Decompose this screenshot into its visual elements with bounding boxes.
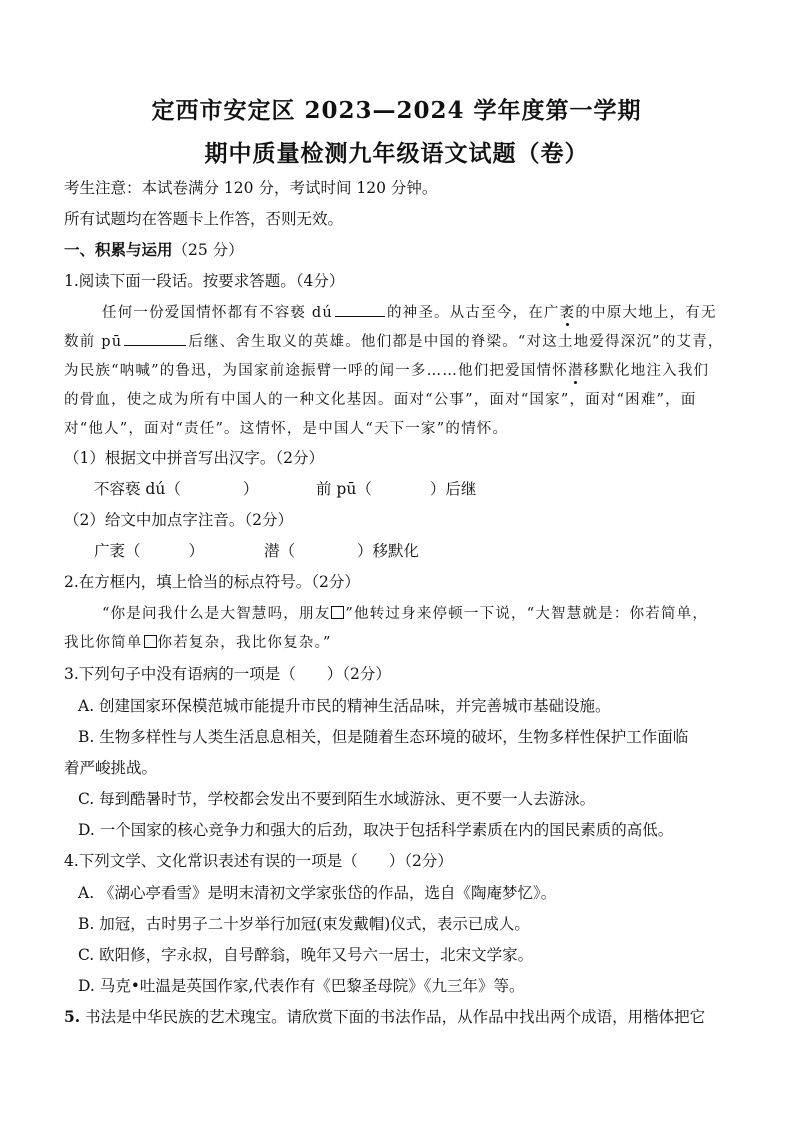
passage-line-2 — [64, 330, 724, 351]
notice-score-time: 考生注意：本试卷满分 120 分，考试时间 120 分钟。 — [64, 179, 438, 197]
punctuation-box — [144, 635, 157, 648]
answer-blank — [335, 302, 385, 317]
question-3-option-a: A. 创建国家环保模范城市能提升市民的精神生活品味，并完善城市基础设施。 — [78, 697, 611, 715]
blank-label: 潜（ — [264, 542, 296, 560]
passage-line-3 — [64, 359, 709, 380]
passage-text: 移默化地注入我们 — [583, 363, 710, 379]
question-4-option-c: C. 欧阳修，字永叔，自号醉翁，晚年又号六一居士，北宋文学家。 — [78, 946, 534, 964]
question-2-line-1 — [102, 602, 708, 623]
quote-text: 你若复杂，我比你复杂。” — [157, 635, 332, 651]
passage-line-4: 的骨血，使之成为所有中国人的一种文化基因。面对“公事”，面对“国家”，面对“困难”，面 — [64, 392, 697, 408]
blank-label: 前 pū（ — [316, 480, 372, 498]
passage-text: 数前 pū — [64, 334, 123, 350]
notice-answer-sheet: 所有试题均在答题卡上作答，否则无效。 — [64, 210, 344, 228]
question-5-text: 书法是中华民族的艺术瑰宝。请欣赏下面的书法作品，从作品中找出两个成语，用楷体把它 — [85, 1008, 706, 1026]
question-3-option-b-cont: 着严峻挑战。 — [64, 759, 158, 777]
passage-line-5: 对“他人”，面对“责任”。这情怀，是中国人“天下一家”的情怀。 — [64, 421, 509, 437]
question-2-stem: 2.在方框内，填上恰当的标点符号。（2分） — [64, 573, 360, 591]
question-3-option-b: B. 生物多样性与人类生活息息相关，但是随着生态环境的破坏，生物多样性保护工作面临 — [78, 728, 689, 746]
question-4-option-b: B. 加冠，古时男子二十岁举行加冠(束发戴帽)仪式，表示已成人。 — [78, 915, 530, 933]
exam-title-line2: 期中质量检测九年级语文试题（卷） — [204, 140, 589, 167]
passage-line-1 — [102, 301, 717, 322]
question-3-option-d: D. 一个国家的核心竞争力和强大的后劲，取决于包括科学素质在内的国民素质的高低。 — [78, 821, 674, 839]
blank-close: ） — [242, 480, 259, 498]
subquestion-1-2-blank-a — [94, 539, 204, 561]
blank-close: ）移默化 — [357, 542, 420, 560]
question-4-stem: 4.下列文学、文化常识表述有误的一项是（ ）（2分） — [64, 852, 453, 870]
blank-close: ）后继 — [429, 480, 477, 498]
blank-label: 广袤（ — [94, 542, 141, 560]
passage-text: 的神圣。从古至今，在广 — [386, 305, 560, 321]
passage-text: 任何一份爱国情怀都有不容亵 dú — [102, 305, 333, 321]
section-heading — [64, 238, 244, 260]
passage-text: 后继、舍生取义的英雄。他们都是中国的脊梁。“对这土地爱得深沉”的艾青， — [188, 334, 724, 350]
exam-title-line1: 定西市安定区 2023—2024 学年度第一学期 — [151, 97, 642, 124]
emphasis-dot-char: 袤 — [559, 305, 576, 321]
question-4-option-d: D. 马克•吐温是英国作家,代表作有《巴黎圣母院》《九三年》等。 — [78, 977, 525, 995]
blank-close: ） — [188, 542, 205, 560]
question-1-stem: 1.阅读下面一段话。按要求答题。（4分） — [64, 272, 345, 290]
question-5-stem — [64, 1005, 705, 1027]
passage-text: 的中原大地上，有无 — [575, 305, 717, 321]
quote-text: “你是问我什么是大智慧吗，朋友 — [102, 606, 331, 622]
quote-text: ”他转过身来停顿一下说，“大智慧就是：你若简单， — [345, 606, 709, 622]
subquestion-1-1-blank-b — [316, 477, 476, 499]
question-4-option-a: A. 《湖心亭看雪》是明末清初文学家张岱的作品，选自《陶庵梦忆》。 — [78, 884, 557, 902]
section-title: 一、积累与运用 — [64, 240, 173, 259]
blank-label: 不容亵 dú（ — [94, 480, 181, 498]
quote-text: 我比你简单 — [64, 635, 143, 651]
emphasis-dot-char: 潜 — [567, 363, 584, 379]
subquestion-1-2-stem: （2）给文中加点字注音。（2分） — [64, 511, 293, 529]
subquestion-1-2-blank-b — [264, 539, 419, 561]
answer-blank — [124, 331, 186, 346]
section-score: （25 分） — [172, 241, 244, 259]
subquestion-1-1-blank-a — [94, 477, 258, 499]
question-2-line-2 — [64, 631, 332, 652]
subquestion-1-1-stem: （1）根据文中拼音写出汉字。（2分） — [64, 449, 324, 467]
question-3-stem: 3.下列句子中没有语病的一项是（ ）（2分） — [64, 665, 391, 683]
passage-text: 为民族“呐喊”的鲁迅，为国家前途振臂一呼的闻一多……他们把爱国情怀 — [64, 363, 568, 379]
punctuation-box — [331, 606, 344, 619]
question-3-option-c: C. 每到酷暑时节，学校都会发出不要到陌生水域游泳、更不要一人去游泳。 — [78, 790, 596, 808]
question-5-number: 5. — [64, 1007, 81, 1026]
